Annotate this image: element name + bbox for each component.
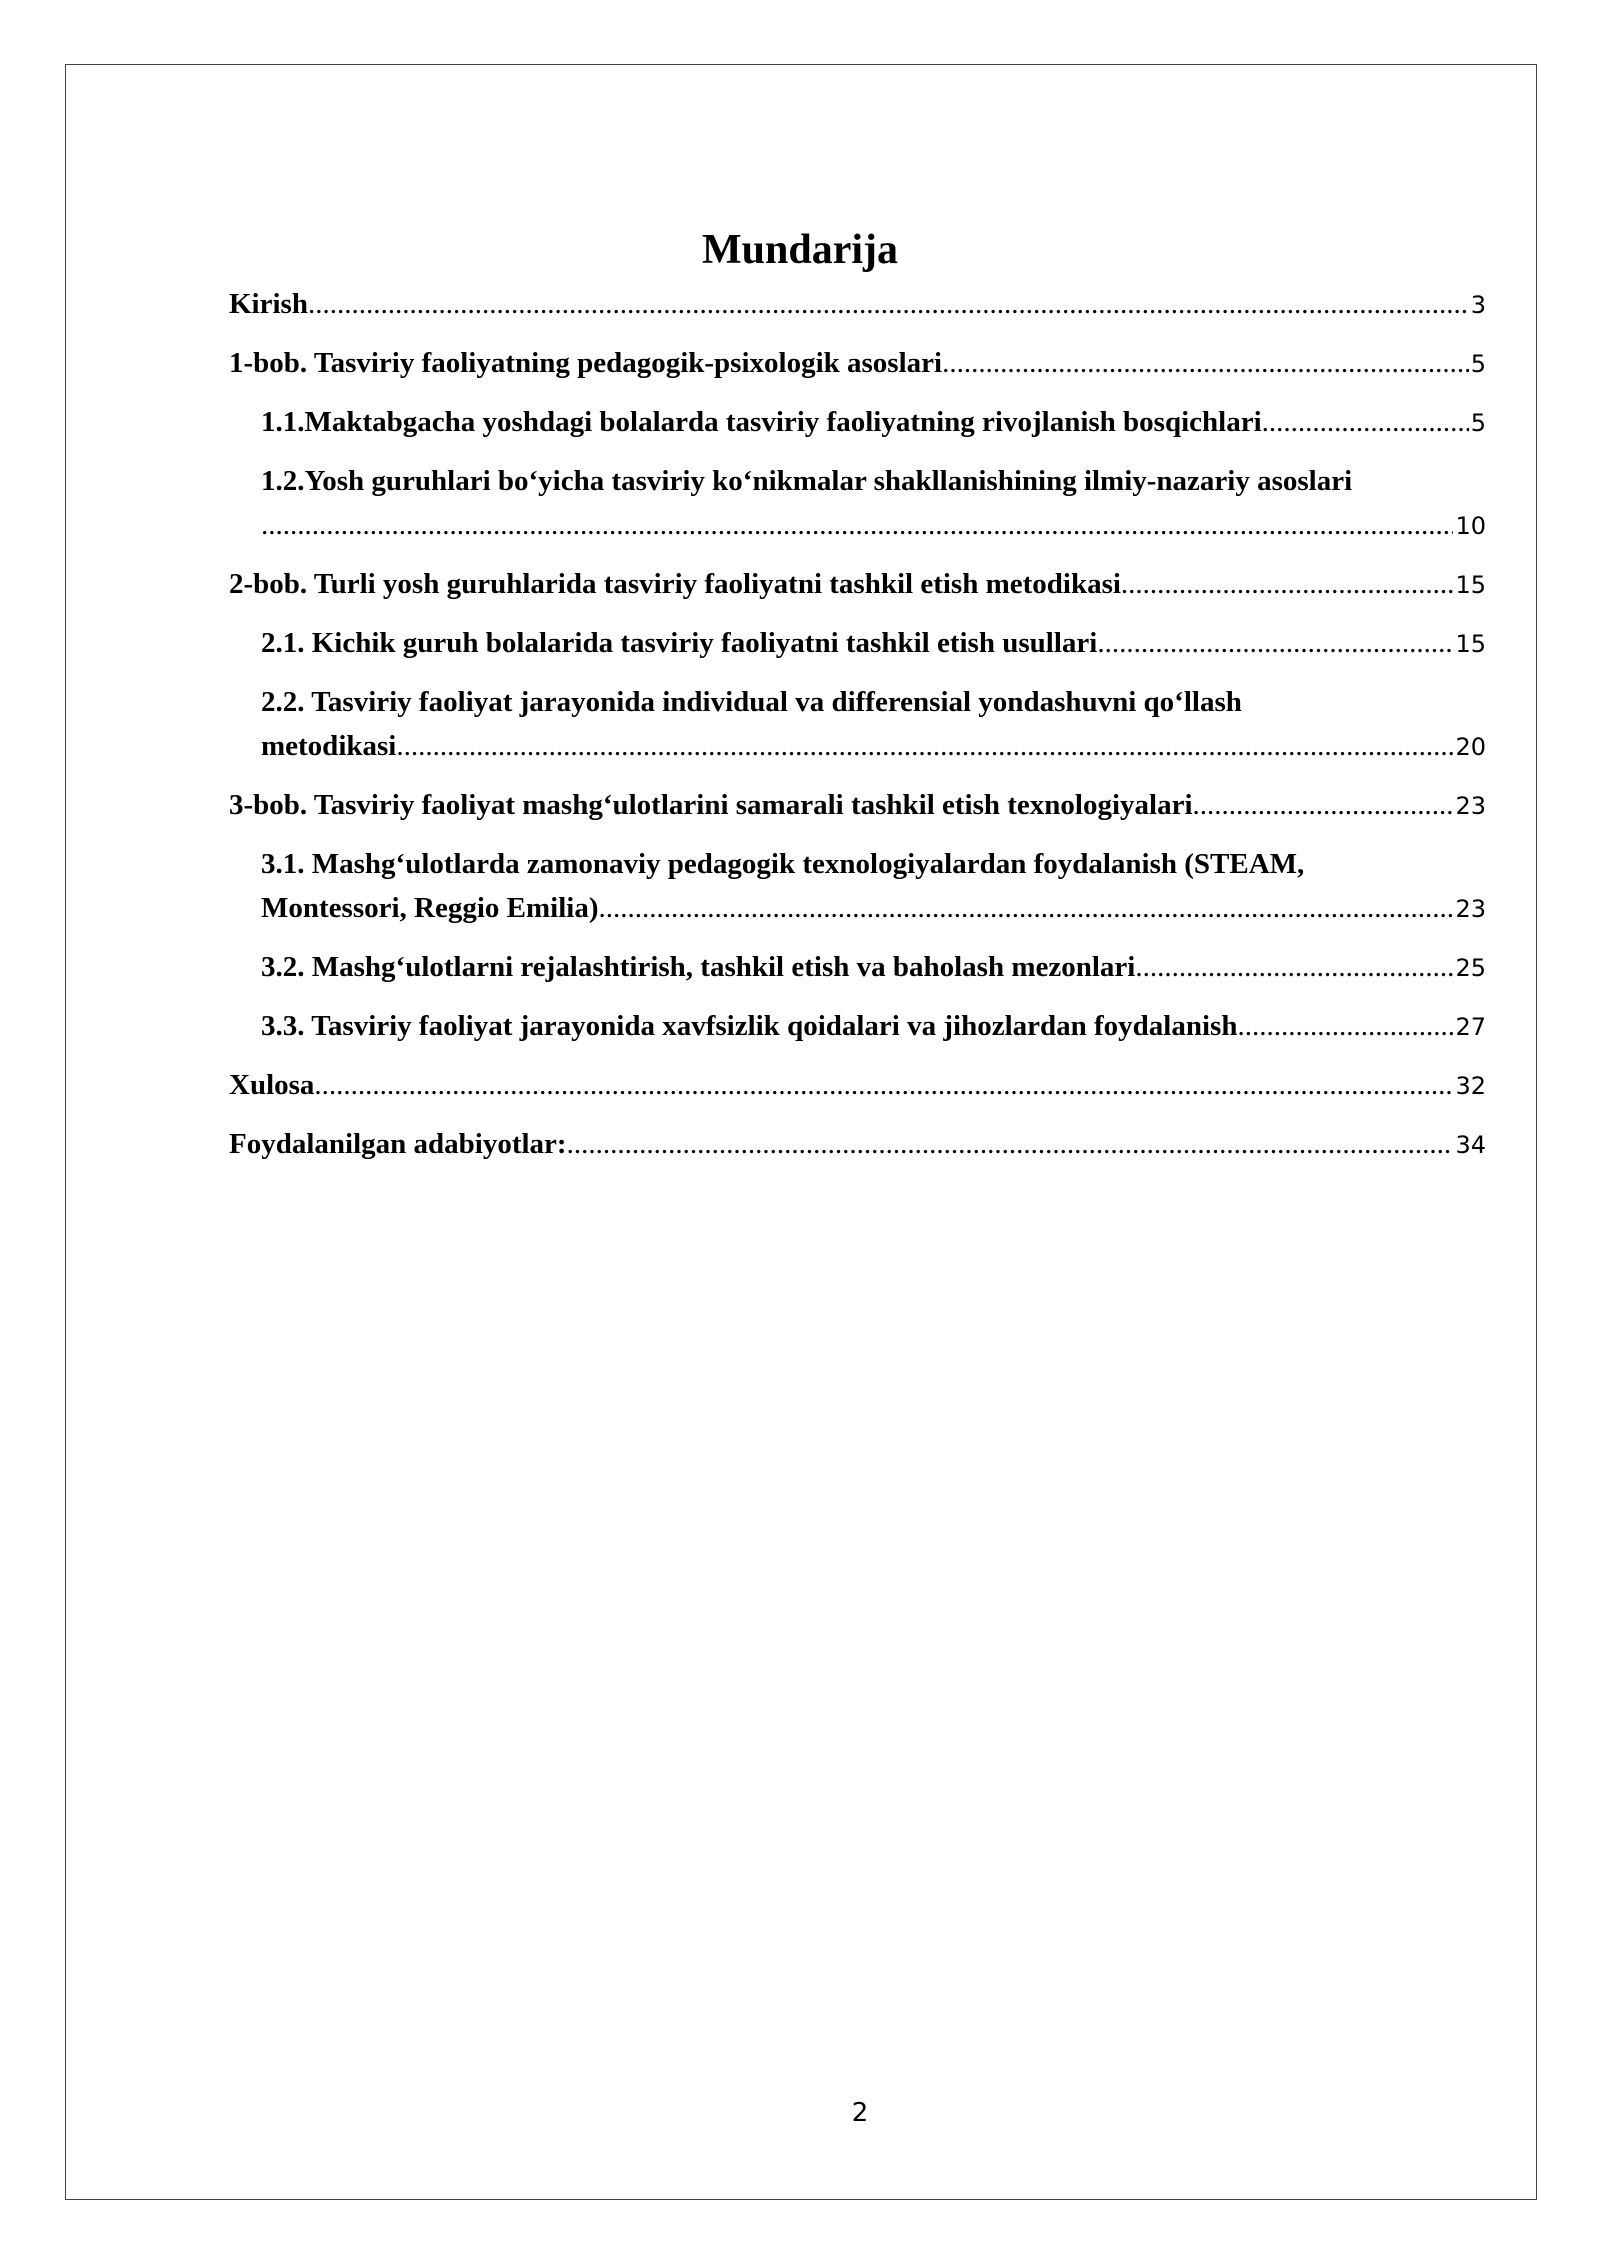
toc-entry-label: 1.1.Maktabgacha yoshdagi bolalarda tasviriy faoliyatning rivojlanish bosqichlari [261, 406, 1262, 438]
toc-entry-page: 5 [1470, 409, 1486, 437]
toc-entry-label: 3.3. Tasviriy faoliyat jarayonida xavfsizlik qoidalari va jihozlardan foydalanish [261, 1010, 1238, 1042]
toc-entry-label-continued: Montessori, Reggio Emilia) [261, 892, 599, 924]
toc-entry-label: 2-bob. Turli yosh guruhlarida tasviriy faoliyatni tashkil etish metodikasi [229, 568, 1121, 600]
toc-entry-label: 3.2. Mashg‘ulotlarni rejalashtirish, tashkil etish va baholash mezonlari [261, 951, 1136, 983]
toc-entry-section-1-1[interactable] [229, 400, 1486, 445]
toc-entry-page: 5 [1470, 350, 1486, 378]
toc-entry-label: 2.1. Kichik guruh bolalarida tasviriy faoliyatni tashkil etish usullari [261, 627, 1098, 659]
toc-entry-page: 23 [1455, 792, 1486, 820]
dot-leader [308, 282, 1469, 326]
toc-entry-section-2-1[interactable] [229, 621, 1486, 666]
toc-entry-page: 15 [1455, 571, 1486, 599]
toc-entry-label: Xulosa [229, 1069, 315, 1101]
toc-entry-section-3-1[interactable] [229, 842, 1486, 931]
dot-leader [1237, 1004, 1453, 1048]
toc-entry-label: Foydalanilgan adabiyotlar: [229, 1128, 567, 1160]
toc-entry-chapter-2[interactable] [229, 562, 1486, 607]
toc-entry-kirish[interactable] [229, 282, 1486, 327]
dot-leader [942, 341, 1469, 385]
toc-entry-label: 3-bob. Tasviriy faoliyat mashg‘ulotlarini samarali tashkil etish texnologiyalari [229, 789, 1193, 821]
toc-entry-chapter-3[interactable] [229, 783, 1486, 828]
toc-entry-page: 23 [1455, 895, 1486, 923]
dot-leader [1262, 400, 1469, 444]
page-number: 2 [851, 2098, 869, 2128]
dot-leader [314, 1063, 1453, 1107]
toc-title: Mundarija [701, 227, 898, 273]
toc-entry-references[interactable] [229, 1122, 1486, 1167]
toc-entry-page: 34 [1455, 1131, 1486, 1159]
toc-entry-page: 3 [1470, 291, 1486, 319]
toc-entry-section-2-2[interactable] [229, 680, 1486, 769]
toc-entry-section-3-3[interactable] [229, 1004, 1486, 1049]
dot-leader [1193, 783, 1454, 827]
toc-entry-label: 3.1. Mashg‘ulotlarda zamonaviy pedagogik texnologiyalardan foydalanish (STEAM, [261, 848, 1305, 880]
toc-entry-label: 2.2. Tasviriy faoliyat jarayonida individual va differensial yondashuvni qo‘llash [261, 686, 1242, 718]
toc-entry-page: 25 [1455, 954, 1486, 982]
toc-entry-label: 1-bob. Tasviriy faoliyatning pedagogik-psixologik asoslari [229, 347, 943, 379]
toc-entry-chapter-1[interactable] [229, 341, 1486, 386]
toc-entry-page: 27 [1455, 1013, 1486, 1041]
toc-entry-page: 10 [1455, 512, 1486, 540]
dot-leader [1121, 562, 1454, 606]
toc-entry-page: 32 [1455, 1072, 1486, 1100]
toc-entry-label: 1.2.Yosh guruhlari bo‘yicha tasviriy ko‘nikmalar shakllanishining ilmiy-nazariy asoslari [261, 465, 1353, 497]
toc-entry-xulosa[interactable] [229, 1063, 1486, 1108]
toc-entry-section-3-2[interactable] [229, 945, 1486, 990]
dot-leader [567, 1122, 1454, 1166]
toc-entry-section-1-2[interactable] [229, 459, 1486, 548]
toc-entry-label: Kirish [229, 288, 308, 320]
dot-leader [598, 886, 1453, 930]
toc-entry-label-continued: metodikasi [261, 730, 397, 762]
toc-entry-page: 15 [1455, 630, 1486, 658]
toc-entry-page: 20 [1455, 733, 1486, 761]
dot-leader [396, 724, 1453, 768]
dot-leader [1097, 621, 1453, 665]
table-of-contents [229, 282, 1486, 1181]
dot-leader [1135, 945, 1453, 989]
dot-leader [261, 503, 1453, 547]
